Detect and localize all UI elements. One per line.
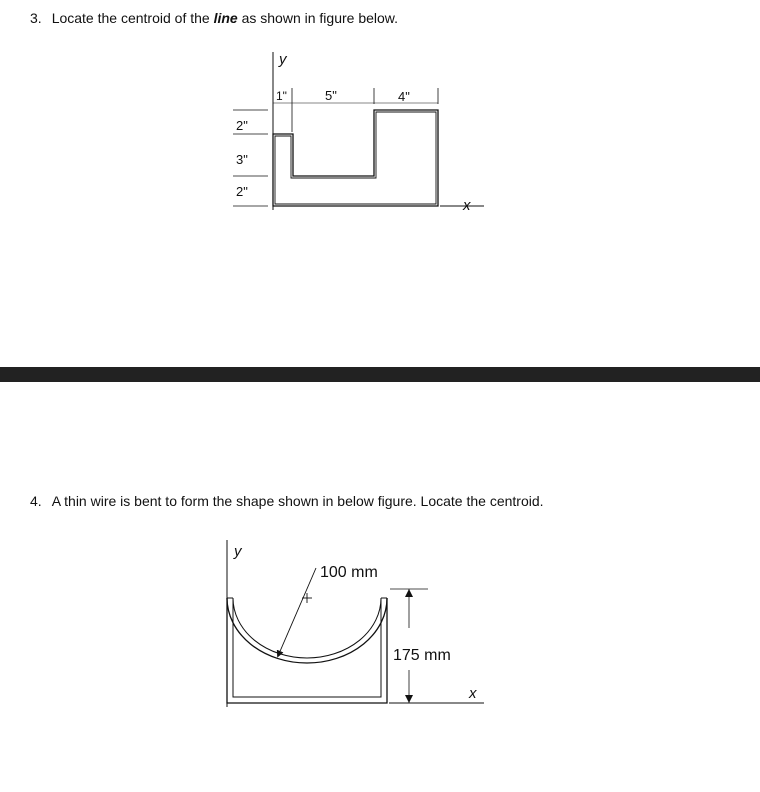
p3-dim-left-bottom: 2"	[236, 184, 248, 199]
problem-3-text-after: as shown in figure below.	[237, 10, 399, 26]
p4-radius-label: 100 mm	[320, 564, 378, 581]
problem-3-number: 3.	[30, 10, 42, 26]
p4-y-label: y	[234, 543, 242, 560]
p4-dim-arrow-up	[405, 589, 413, 597]
problem-4-text: A thin wire is bent to form the shape shown in below figure. Locate the centroid.	[51, 493, 544, 509]
p3-dim-left-mid: 3"	[236, 152, 248, 167]
p3-dim-5: 5"	[325, 88, 337, 103]
p4-x-label: x	[469, 685, 477, 702]
p3-dim-1: 1"	[276, 89, 287, 103]
p4-height-label: 175 mm	[393, 647, 451, 664]
p4-semicircle-outer	[227, 598, 387, 663]
p3-dim-4: 4"	[398, 89, 410, 104]
p3-y-label: y	[279, 51, 287, 68]
problem-3-text-before: Locate the centroid of the	[51, 10, 214, 26]
problem-4-number: 4.	[30, 493, 42, 509]
p3-dim-left-top: 2"	[236, 118, 248, 133]
p4-radius-arrow	[278, 568, 316, 656]
p4-semicircle-inner	[233, 598, 381, 658]
problem-3-text-emphasis: line	[213, 10, 238, 26]
p3-x-label: x	[463, 197, 471, 214]
p4-frame-outer	[227, 598, 387, 703]
p4-dim-arrow-down	[405, 695, 413, 703]
